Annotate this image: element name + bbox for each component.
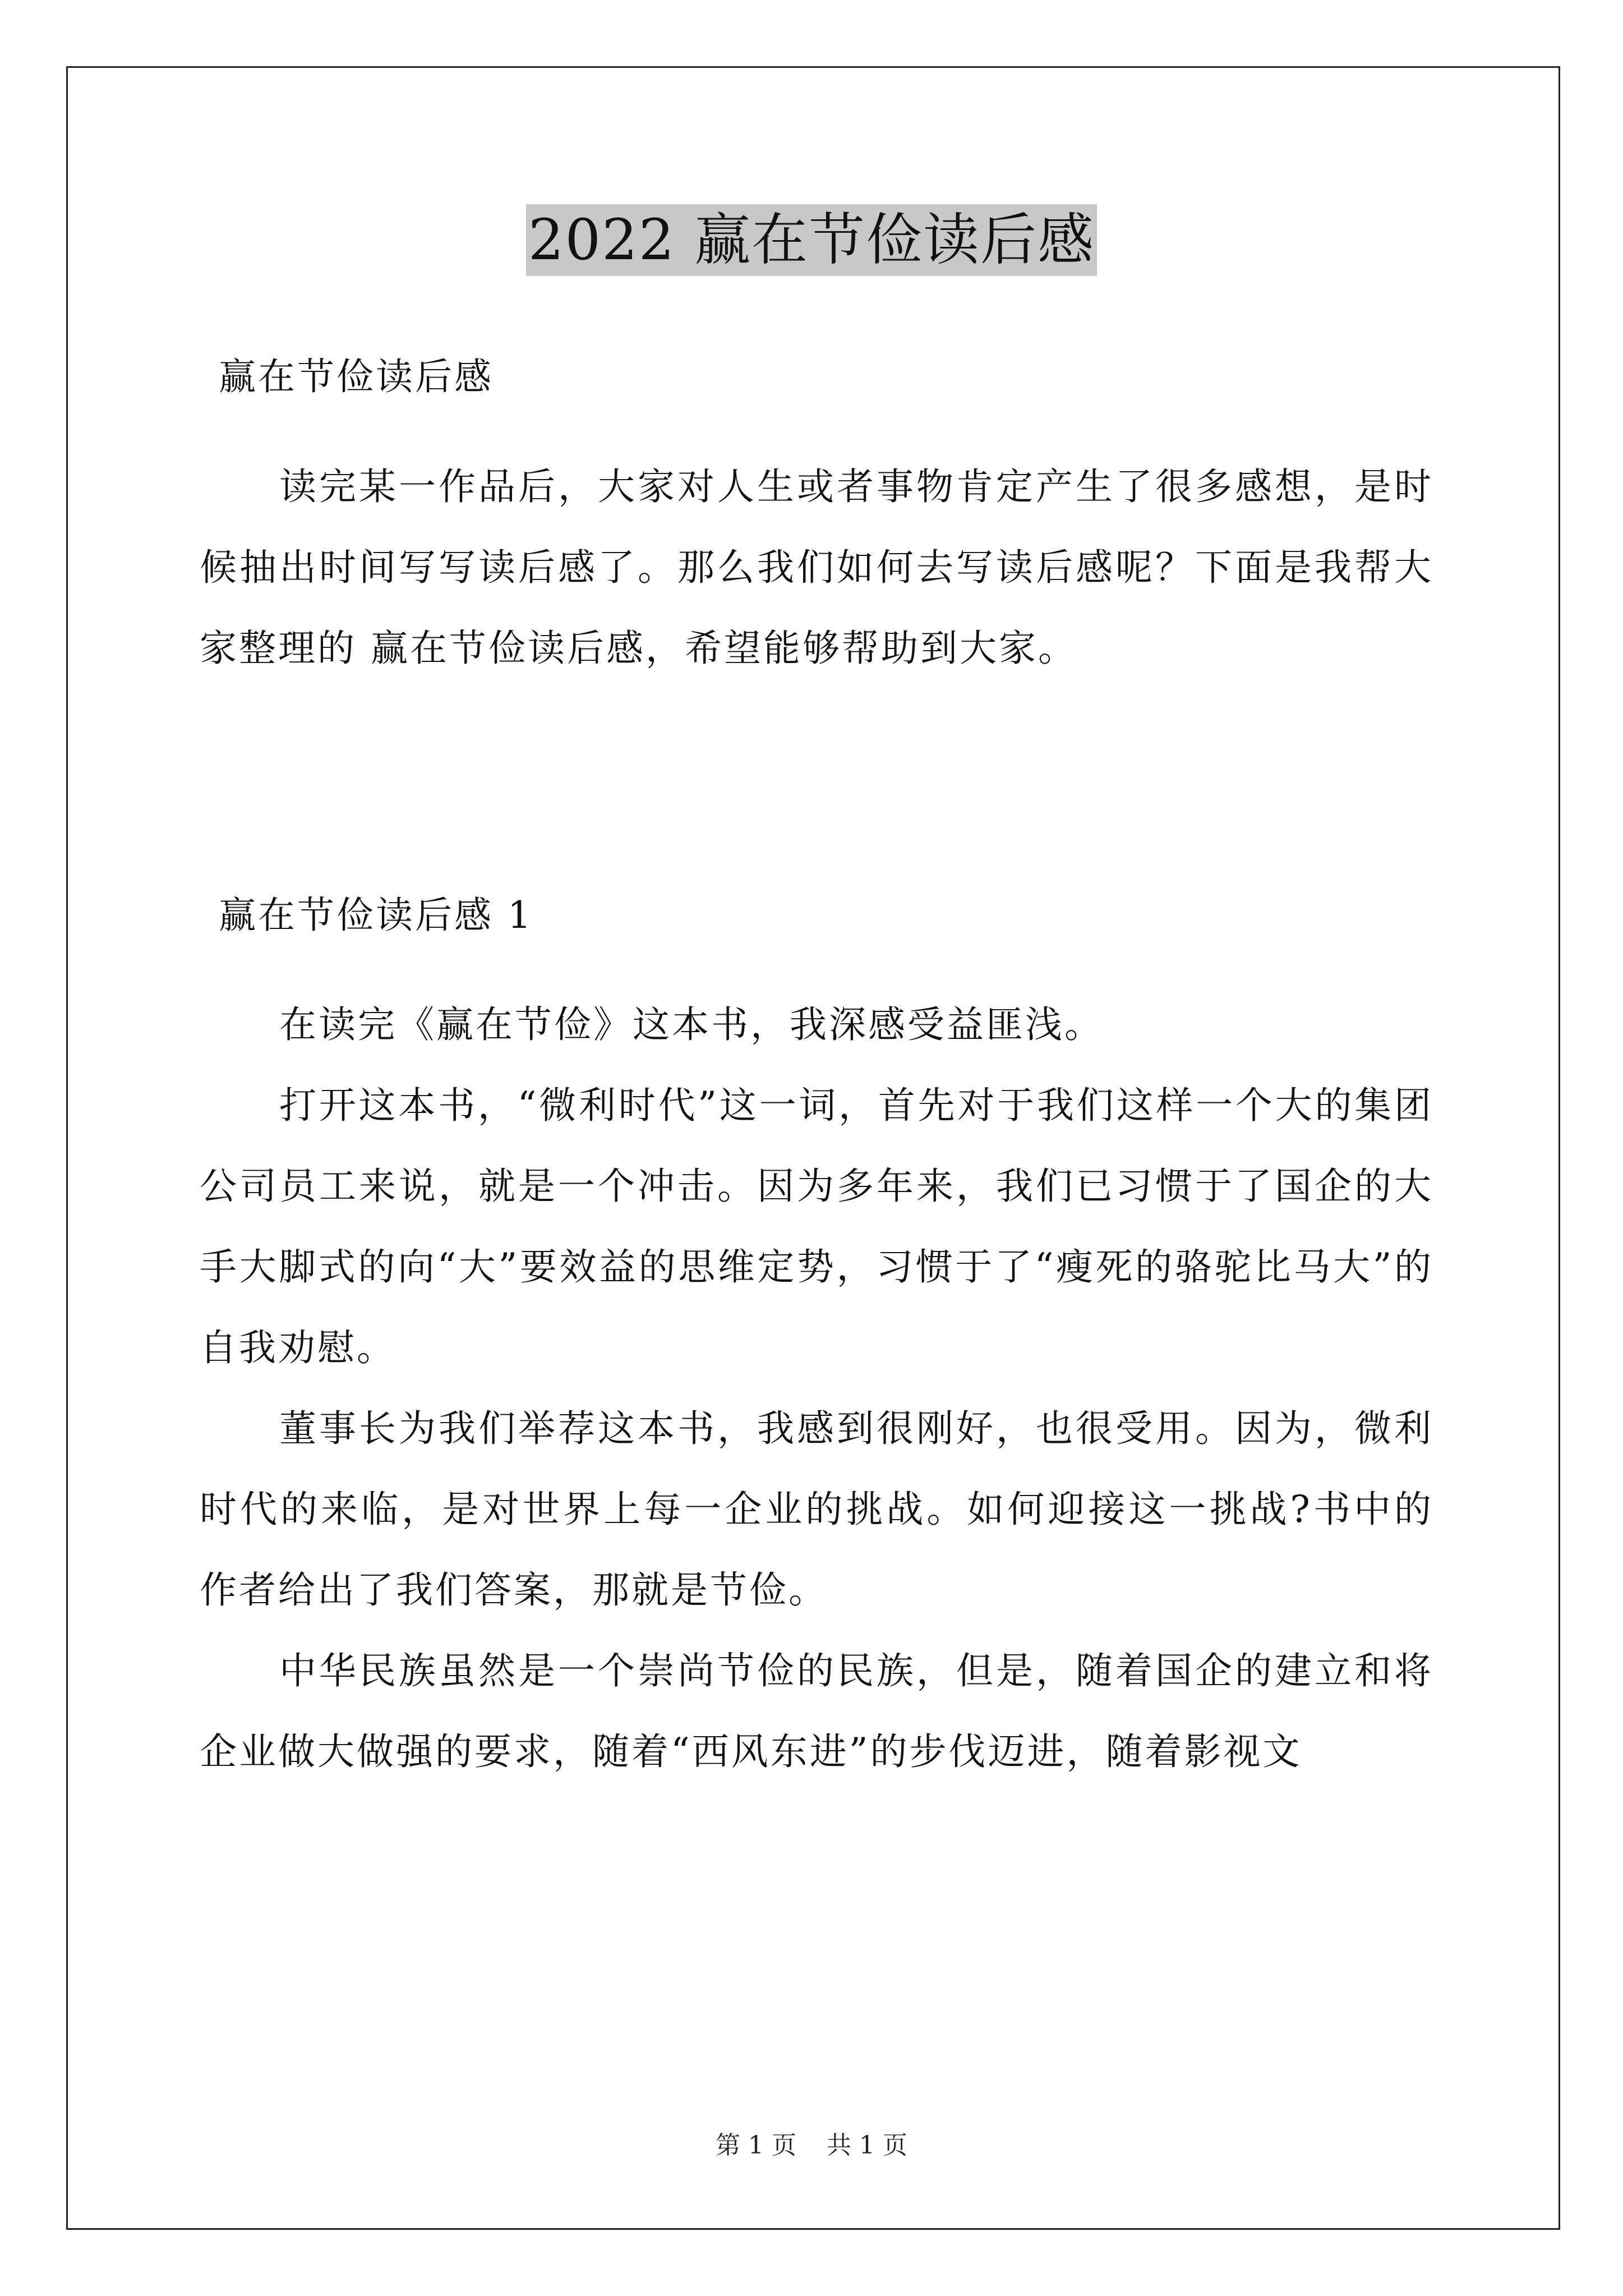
body-paragraph-3: 董事长为我们举荐这本书，我感到很刚好，也很受用。因为，微利时代的来临，是对世界上每一企业的挑战。如何迎接这一挑战?书中的作者给出了我们答案，那就是节俭。 (200, 1407, 1433, 1612)
intro-paragraph: 读完某一作品后，大家对人生或者事物肯定产生了很多感想，是时候抽出时间写写读后感了。那么我们如何去写读后感呢？下面是我帮大家整理的 赢在节俭读后感，希望能够帮助到大家。 (200, 465, 1433, 670)
title-wrap (0, 204, 1623, 276)
page-total: 共 1 页 (827, 2131, 907, 2160)
page-number: 第 1 页 (716, 2131, 796, 2160)
page-footer (0, 2129, 1623, 2162)
section-heading: 赢在节俭读后感 1 (219, 894, 533, 937)
body-paragraph-4: 中华民族虽然是一个崇尚节俭的民族，但是，随着国企的建立和将企业做大做强的要求，随着“西风东进”的步伐迈进，随着影视文 (200, 1649, 1433, 1773)
body-paragraph-1: 在读完《赢在节俭》这本书，我深感受益匪浅。 (279, 1003, 1104, 1046)
document-title: 2022 赢在节俭读后感 (526, 204, 1097, 276)
document-subtitle: 赢在节俭读后感 (219, 355, 494, 398)
body-paragraph-2: 打开这本书，“微利时代”这一词，首先对于我们这样一个大的集团公司员工来说，就是一个冲击。因为多年来，我们已习惯于了国企的大手大脚式的向“大”要效益的思维定势，习惯于了“瘦死的骆驼比马大”的自我劝慰。 (200, 1084, 1433, 1369)
